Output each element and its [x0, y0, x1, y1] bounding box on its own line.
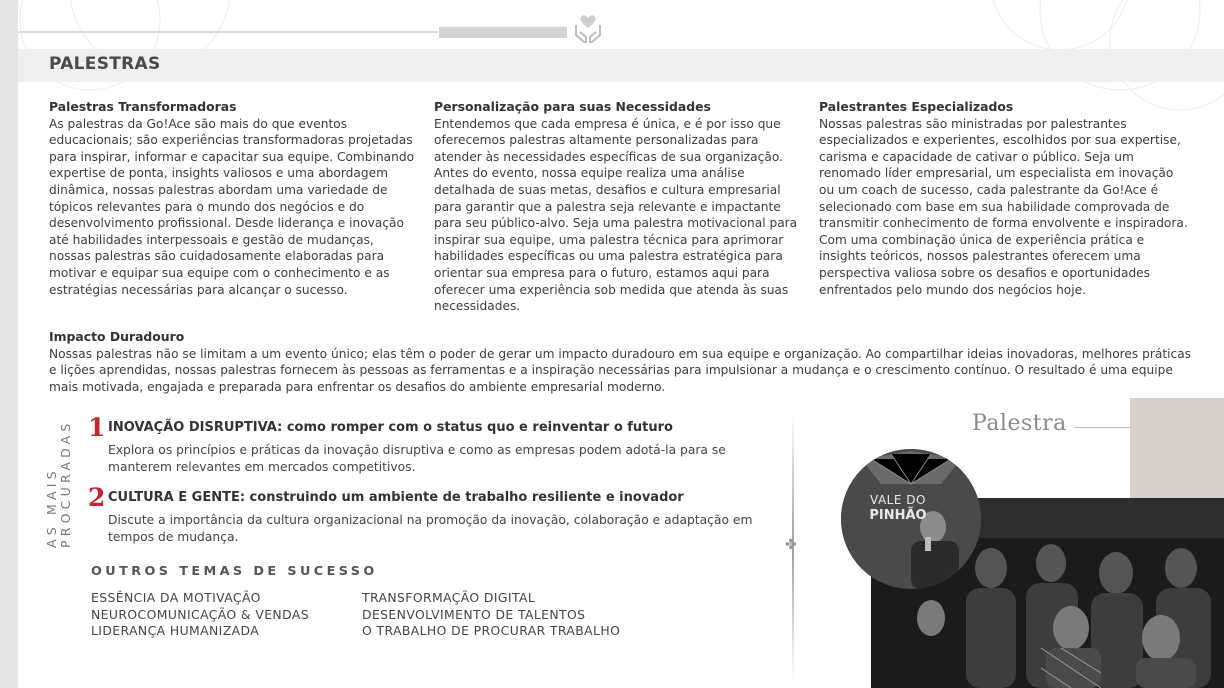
most-requested-label-line1: AS MAIS	[44, 467, 59, 548]
talk-title: INOVAÇÃO DISRUPTIVA: como romper com o status quo e reinventar o futuro	[108, 420, 673, 435]
column-heading: Personalização para suas Necessidades	[434, 99, 711, 114]
title-band	[18, 49, 1224, 82]
topic-item: NEUROCOMUNICAÇÃO & VENDAS	[91, 606, 309, 622]
page-title: PALESTRAS	[49, 54, 161, 74]
impact-body: Nossas palestras não se limitam a um evento único; elas têm o poder de gerar um impacto duradouro em sua equipe e organização. Ao compartilhar ideias inovadoras, melhores práticas e lições aprendidas, nossas palestras fornecem às pessoas as ferramentas e a inspiração necessárias para impulsionar a mudança e o crescimento contínuo. O resultado é uma equipe mais motivada, engajada e preparada para enfrentar os desafios do ambiente empresarial moderno.	[49, 346, 1192, 394]
column-body: As palestras da Go!Ace são mais do que eventos educacionais; são experiências transformadoras projetadas para inspirar, informar e capacitar sua equipe. Combinando expertise de ponta, insights valiosos e uma abordagem dinâmica, nossas palestras abordam uma variedade de tópicos relevantes para o mundo dos negócios e do desenvolvimento profissional. Desde liderança e inovação até habilidades interpessoais e gestão de mudanças, nossas palestras são cuidadosamente elaboradas para motivar e equipar sua equipe com o conhecimento e as estratégias necessárias para alcançar o sucesso.	[49, 116, 415, 297]
palestra-label: Palestra	[972, 411, 1067, 436]
brand-line-2: PINHÃO	[869, 508, 927, 523]
topic-item: ESSÊNCIA DA MOTIVAÇÃO	[91, 590, 261, 605]
column-body: Entendemos que cada empresa é única, e é por isso que oferecemos palestras altamente personalizadas para atender às necessidades específicas de sua organização. Antes do evento, nossa equipe realiza uma análise detalhada de suas metas, desafios e cultura empresarial para garantir que a palestra seja relevante e impactante para seu público-alvo. Seja uma palestra motivacional para inspirar sua equipe, uma palestra técnica para aprimorar habilidades específicas ou uma palestra estratégica para orientar sua empresa para o futuro, estamos aqui para oferecer uma experiência sob medida que atenda às suas necessidades.	[434, 116, 798, 314]
talk-description: Explora os princípios e práticas da inovação disruptiva e como as empresas podem adotá-la para se manterem relevantes em mercados competitivos.	[108, 443, 726, 474]
impact-heading: Impacto Duradouro	[49, 329, 185, 344]
other-topics-title: OUTROS TEMAS DE SUCESSO	[91, 564, 378, 579]
top-accent-bar	[439, 27, 567, 38]
talk-number: 1	[88, 413, 106, 442]
column-body: Nossas palestras são ministradas por palestrantes especializados e experientes, escolhidos por sua expertise, carisma e capacidade de cativar o público. Seja um renomado líder empresarial, um especialista em inovação ou um coach de sucesso, cada palestrante da Go!Ace é selecionado com base em sua habilidade comprovada de transmitir conhecimento de forma envolvente e inspiradora. Com uma combinação única de experiência prática e insights teóricos, nossos palestrantes oferecem uma perspectiva valiosa sobre os desafios e oportunidades enfrentados pelo mundo dos negócios hoje.	[819, 116, 1188, 297]
top-rule	[18, 31, 438, 33]
topic-item: O TRABALHO DE PROCURAR TRABALHO	[362, 623, 621, 639]
topic-item: TRANSFORMAÇÃO DIGITAL	[362, 590, 536, 605]
column-heading: Palestrantes Especializados	[819, 99, 1014, 114]
topic-item: DESENVOLVIMENTO DE TALENTOS	[362, 606, 586, 622]
talk-number: 2	[88, 483, 106, 512]
beige-block	[1130, 398, 1224, 498]
most-requested-label-line2: PROCURADAS	[58, 419, 73, 548]
other-topics-right	[362, 590, 620, 640]
brand-text	[853, 493, 943, 523]
ornament-icon: ✤	[785, 537, 797, 553]
palestra-rule	[1074, 427, 1132, 428]
brand-line-1: VALE DO	[870, 493, 926, 507]
topic-item: LIDERANÇA HUMANIZADA	[91, 623, 260, 639]
impact-section	[49, 329, 1199, 395]
heart-hands-icon	[572, 11, 604, 45]
column-heading: Palestras Transformadoras	[49, 99, 237, 114]
talk-description: Discute a importância da cultura organizacional na promoção da inovação, colaboração e adaptação em tempos de mudança.	[108, 513, 753, 544]
speaker-photo	[841, 449, 981, 589]
most-requested-label	[45, 419, 73, 548]
column-personalizacao	[434, 99, 806, 315]
talk-title: CULTURA E GENTE: construindo um ambiente de trabalho resiliente e inovador	[108, 490, 684, 505]
left-strip	[0, 0, 18, 688]
other-topics-left	[91, 590, 309, 640]
column-transformadoras	[49, 99, 419, 298]
column-palestrantes	[819, 99, 1191, 298]
